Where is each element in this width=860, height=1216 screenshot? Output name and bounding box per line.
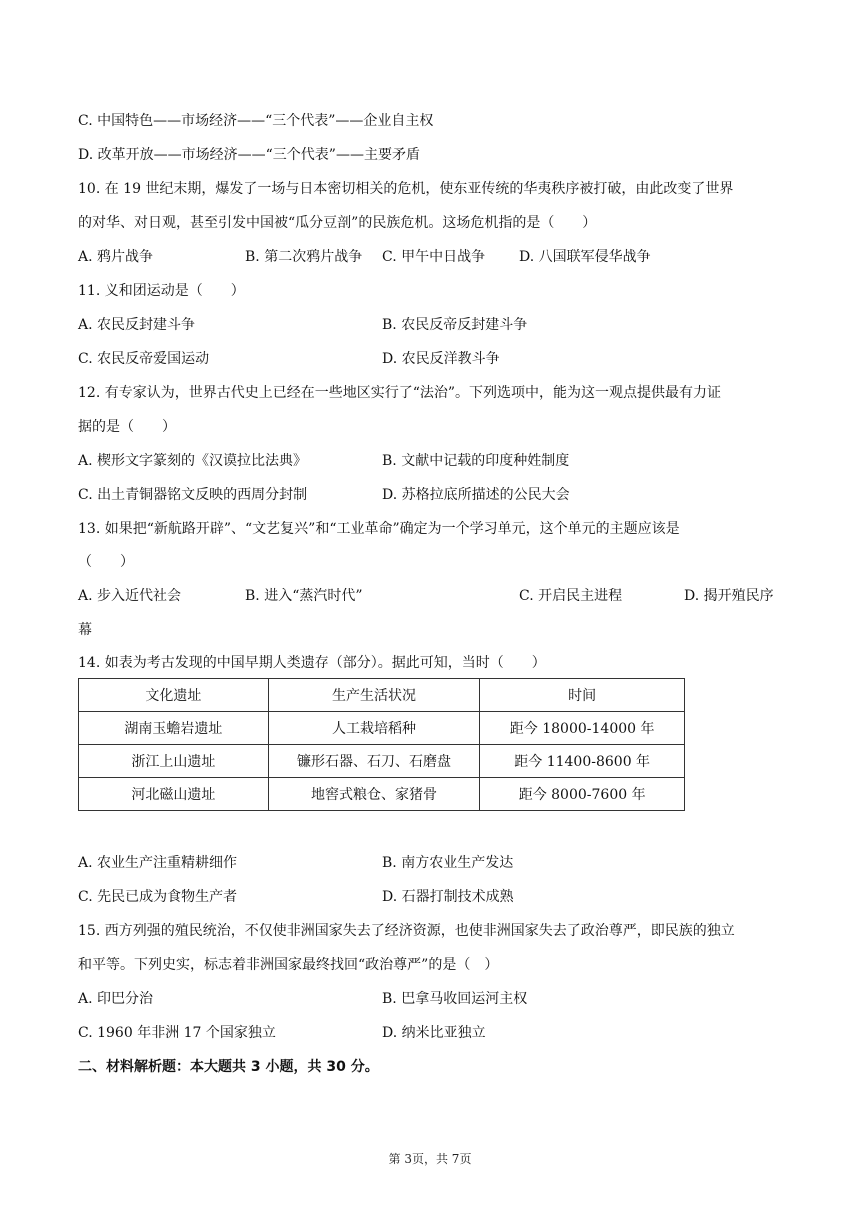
q14-option-b: B. 南方农业生产发达 [382,855,514,871]
table-cell: 地窖式粮仓、家猪骨 [268,778,480,811]
q15-stem-line2: 和平等。下列史实，标志着非洲国家最终找回“政治尊严”的是（ ） [78,957,499,973]
table-header-cell: 文化遗址 [79,679,269,712]
q13-stem-line2: （ ） [78,554,134,570]
q11-option-d: D. 农民反洋教斗争 [382,351,500,367]
q12-option-a: A. 楔形文字篆刻的《汉谟拉比法典》 [78,453,308,469]
q11-option-a: A. 农民反封建斗争 [78,317,196,333]
table-cell: 距今 8000-7600 年 [480,778,685,811]
q13-option-d: D. 揭开殖民序 [684,588,774,604]
table-cell: 距今 18000-14000 年 [480,712,685,745]
table-row [79,778,685,811]
table-header-cell: 时间 [480,679,685,712]
q10-stem-line2: 的对华、对日观，甚至引发中国被“瓜分豆剖”的民族危机。这场危机指的是（ ） [78,215,597,231]
q10-stem-line1: 10. 在 19 世纪末期，爆发了一场与日本密切相关的危机，使东亚传统的华夷秩序被打破，由此改变了世界 [78,181,734,197]
q15-stem-line1: 15. 西方列强的殖民统治，不仅使非洲国家失去了经济资源，也使非洲国家失去了政治尊严，即民族的独立 [78,923,735,939]
q15-option-b: B. 巴拿马收回运河主权 [382,991,528,1007]
table-cell: 湖南玉蟾岩遗址 [79,712,269,745]
q12-option-b: B. 文献中记载的印度种姓制度 [382,453,570,469]
table-row [79,712,685,745]
q9-option-d: D. 改革开放——市场经济——“三个代表”——主要矛盾 [78,147,420,163]
q13-stem-line1: 13. 如果把“新航路开辟”、“文艺复兴”和“工业革命”确定为一个学习单元，这个单元的主题应该是 [78,521,680,537]
table-cell: 镰形石器、石刀、石磨盘 [268,745,480,778]
q12-stem-line1: 12. 有专家认为，世界古代史上已经在一些地区实行了“法治”。下列选项中，能为这一观点提供最有力证 [78,385,722,401]
q9-option-c: C. 中国特色——市场经济——“三个代表”——企业自主权 [78,113,434,129]
table-cell: 人工栽培稻种 [268,712,480,745]
q10-option-a: A. 鸦片战争 [78,249,154,265]
q13-option-c: C. 开启民主进程 [519,588,623,604]
q13-option-d-wrap: 幕 [78,622,92,638]
relics-table [78,678,685,811]
q14-option-a: A. 农业生产注重精耕细作 [78,855,238,871]
q14-option-d: D. 石器打制技术成熟 [382,889,514,905]
q10-option-c: C. 甲午中日战争 [382,249,486,265]
q11-stem: 11. 义和团运动是（ ） [78,283,245,299]
q15-option-a: A. 印巴分治 [78,991,154,1007]
q11-option-c: C. 农民反帝爱国运动 [78,351,210,367]
table-row [79,745,685,778]
q13-option-a: A. 步入近代社会 [78,588,182,604]
table-cell: 距今 11400-8600 年 [480,745,685,778]
q15-option-c: C. 1960 年非洲 17 个国家独立 [78,1025,276,1041]
table-cell: 河北磁山遗址 [79,778,269,811]
q12-stem-line2: 据的是（ ） [78,419,176,435]
q14-option-c: C. 先民已成为食物生产者 [78,889,238,905]
q15-option-d: D. 纳米比亚独立 [382,1025,486,1041]
q10-option-d: D. 八国联军侵华战争 [519,249,651,265]
section-heading: 二、材料解析题：本大题共 3 小题，共 30 分。 [78,1059,379,1075]
table-header-row [79,679,685,712]
q13-option-b: B. 进入“蒸汽时代” [245,588,363,604]
q12-option-d: D. 苏格拉底所描述的公民大会 [382,487,570,503]
q11-option-b: B. 农民反帝反封建斗争 [382,317,528,333]
page-number: 第 3页，共 7页 [388,1152,472,1166]
q12-option-c: C. 出土青铜器铭文反映的西周分封制 [78,487,308,503]
table-cell: 浙江上山遗址 [79,745,269,778]
table-header-cell: 生产生活状况 [268,679,480,712]
q10-option-b: B. 第二次鸦片战争 [245,249,363,265]
q14-stem: 14. 如表为考古发现的中国早期人类遗存（部分）。据此可知，当时（ ） [78,655,546,671]
